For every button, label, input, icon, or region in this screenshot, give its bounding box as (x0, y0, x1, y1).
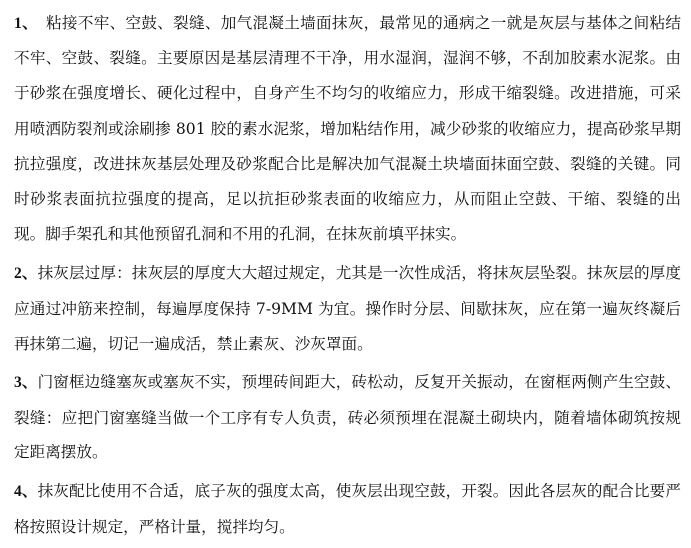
paragraph-number: 1、 (14, 15, 31, 32)
paragraph-2 (14, 256, 681, 361)
paragraph-text: 抹灰配比使用不合适，底子灰的强度太高，使灰层出现空鼓，开裂。因此各层灰的配合比要严格按照设计规定，严格计量，搅拌均匀。 (14, 481, 681, 536)
paragraph-3 (14, 365, 681, 470)
paragraph-1 (14, 6, 681, 252)
paragraph-text: 抹灰层过厚：抹灰层的厚度大大超过规定，尤其是一次性成活，将抹灰层坠裂。抹灰层的厚度应通过冲筋来控制，每遍厚度保持 7-9MM 为宜。操作时分层、间歇抹灰，应在第一遍灰终凝后再抹第二遍，切记一遍成活，禁止素灰、沙灰罩面。 (14, 264, 681, 353)
paragraph-text: 粘接不牢、空鼓、裂缝、加气混凝土墙面抹灰，最常见的通病之一就是灰层与基体之间粘结不牢、空鼓、裂缝。主要原因是基层清理不干净，用水湿润，湿润不够，不刮加胶素水泥浆。由于砂浆在强度增长、硬化过程中，自身产生不均匀的收缩应力，形成干缩裂缝。改进措施，可采用喷洒防裂剂或涂刷掺 801 胶的素水泥浆，增加粘结作用，减少砂浆的收缩应力，提高砂浆早期抗拉强度，改进抹灰基层处理及砂浆配合比是解决加气混凝土块墙面抹面空鼓、裂缝的关键。同时砂浆表面抗拉强度的提高，足以抗拒砂浆表面的收缩应力，从而阻止空鼓、干缩、裂缝的出现。脚手架孔和其他预留孔洞和不用的孔洞，在抹灰前填平抹实。 (14, 14, 681, 244)
paragraph-number: 3、 (14, 374, 38, 392)
paragraph-number: 2、 (14, 265, 38, 283)
paragraph-number: 4、 (14, 482, 38, 500)
document-body (14, 6, 681, 548)
paragraph-4 (14, 474, 681, 544)
paragraph-text: 门窗框边缝塞灰或塞灰不实，预埋砖间距大，砖松动，反复开关振动，在窗框两侧产生空鼓、裂缝：应把门窗塞缝当做一个工序有专人负责，砖必须预埋在混凝土砌块内，随着墙体砌筑按规定距离摆放。 (14, 373, 681, 462)
